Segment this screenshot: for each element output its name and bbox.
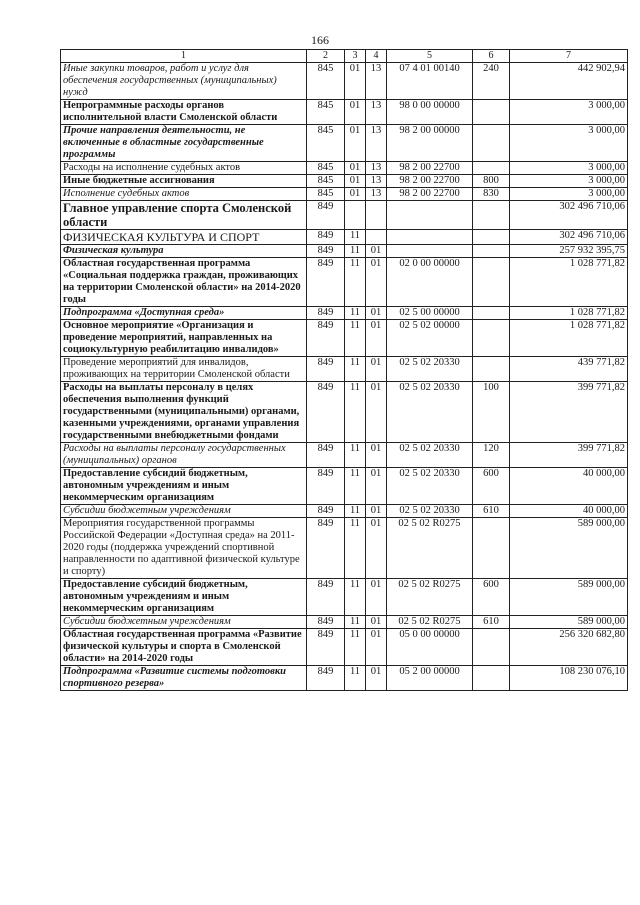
row-ved-cell: 845 <box>307 175 345 188</box>
row-subsection-cell: 01 <box>366 382 387 443</box>
row-name-cell: Подпрограмма «Доступная среда» <box>61 307 307 320</box>
row-expense-type-cell <box>473 518 510 579</box>
row-ved-cell: 849 <box>307 505 345 518</box>
row-target-article-cell: 98 0 00 00000 <box>387 100 473 125</box>
table-row <box>61 307 628 320</box>
row-amount-cell: 399 771,82 <box>510 382 628 443</box>
row-section-cell <box>345 201 366 230</box>
row-amount-cell: 3 000,00 <box>510 188 628 201</box>
row-subsection-cell: 01 <box>366 357 387 382</box>
row-name-cell: Субсидии бюджетным учреждениям <box>61 616 307 629</box>
row-target-article-cell: 07 4 01 00140 <box>387 63 473 100</box>
row-section-cell: 01 <box>345 188 366 201</box>
row-amount-cell: 3 000,00 <box>510 100 628 125</box>
table-row <box>61 505 628 518</box>
row-name-cell: Прочие направления деятельности, не включенные в областные государственные программы <box>61 125 307 162</box>
row-target-article-cell: 02 5 02 20330 <box>387 468 473 505</box>
table-row <box>61 63 628 100</box>
row-subsection-cell: 01 <box>366 666 387 691</box>
row-name-cell: Предоставление субсидий бюджетным, автономным учреждениям и иным некоммерческим организациям <box>61 468 307 505</box>
row-expense-type-cell <box>473 258 510 307</box>
table-row <box>61 357 628 382</box>
row-amount-cell: 1 028 771,82 <box>510 320 628 357</box>
row-target-article-cell <box>387 230 473 245</box>
row-ved-cell: 845 <box>307 63 345 100</box>
row-ved-cell: 845 <box>307 188 345 201</box>
row-amount-cell: 399 771,82 <box>510 443 628 468</box>
row-section-cell: 01 <box>345 125 366 162</box>
row-ved-cell: 849 <box>307 616 345 629</box>
row-expense-type-cell <box>473 320 510 357</box>
row-target-article-cell: 98 2 00 22700 <box>387 188 473 201</box>
row-subsection-cell: 13 <box>366 162 387 175</box>
row-ved-cell: 845 <box>307 100 345 125</box>
row-amount-cell: 442 902,94 <box>510 63 628 100</box>
row-subsection-cell <box>366 230 387 245</box>
row-expense-type-cell: 600 <box>473 468 510 505</box>
row-section-cell: 01 <box>345 63 366 100</box>
row-section-cell: 11 <box>345 579 366 616</box>
row-target-article-cell: 02 5 00 00000 <box>387 307 473 320</box>
row-amount-cell: 108 230 076,10 <box>510 666 628 691</box>
row-subsection-cell: 13 <box>366 125 387 162</box>
table-row <box>61 579 628 616</box>
row-name-cell: Областная государственная программа «Развитие физической культуры и спорта в Смоленской области» на 2014-2020 годы <box>61 629 307 666</box>
row-section-cell: 11 <box>345 518 366 579</box>
table-row <box>61 443 628 468</box>
row-name-cell: Главное управление спорта Смоленской области <box>61 201 307 230</box>
row-subsection-cell: 01 <box>366 468 387 505</box>
table-row <box>61 201 628 230</box>
row-subsection-cell: 01 <box>366 505 387 518</box>
row-expense-type-cell: 240 <box>473 63 510 100</box>
row-subsection-cell: 01 <box>366 245 387 258</box>
row-amount-cell: 302 496 710,06 <box>510 230 628 245</box>
row-expense-type-cell <box>473 125 510 162</box>
row-subsection-cell: 01 <box>366 307 387 320</box>
table-row <box>61 230 628 245</box>
row-expense-type-cell <box>473 100 510 125</box>
row-subsection-cell: 01 <box>366 629 387 666</box>
row-target-article-cell: 02 5 02 00000 <box>387 320 473 357</box>
row-expense-type-cell: 610 <box>473 505 510 518</box>
row-section-cell: 01 <box>345 100 366 125</box>
row-ved-cell: 845 <box>307 162 345 175</box>
row-amount-cell: 589 000,00 <box>510 518 628 579</box>
row-expense-type-cell <box>473 357 510 382</box>
row-ved-cell: 849 <box>307 443 345 468</box>
row-target-article-cell: 02 5 02 20330 <box>387 505 473 518</box>
row-section-cell: 11 <box>345 258 366 307</box>
row-amount-cell: 3 000,00 <box>510 162 628 175</box>
row-target-article-cell: 02 5 02 R0275 <box>387 616 473 629</box>
row-amount-cell: 589 000,00 <box>510 616 628 629</box>
column-header: 7 <box>510 50 628 63</box>
row-name-cell: Проведение мероприятий для инвалидов, проживающих на территории Смоленской области <box>61 357 307 382</box>
row-ved-cell: 849 <box>307 230 345 245</box>
row-ved-cell: 849 <box>307 518 345 579</box>
row-target-article-cell: 02 5 02 R0275 <box>387 579 473 616</box>
row-expense-type-cell: 600 <box>473 579 510 616</box>
column-header: 3 <box>345 50 366 63</box>
budget-table <box>60 49 628 691</box>
row-subsection-cell: 13 <box>366 100 387 125</box>
row-subsection-cell: 01 <box>366 443 387 468</box>
row-amount-cell: 1 028 771,82 <box>510 258 628 307</box>
row-amount-cell: 302 496 710,06 <box>510 201 628 230</box>
row-ved-cell: 845 <box>307 125 345 162</box>
table-row <box>61 518 628 579</box>
row-expense-type-cell <box>473 230 510 245</box>
row-ved-cell: 849 <box>307 320 345 357</box>
row-expense-type-cell: 610 <box>473 616 510 629</box>
row-amount-cell: 257 932 395,75 <box>510 245 628 258</box>
row-ved-cell: 849 <box>307 579 345 616</box>
row-expense-type-cell <box>473 162 510 175</box>
row-section-cell: 11 <box>345 468 366 505</box>
row-target-article-cell: 02 5 02 20330 <box>387 357 473 382</box>
table-row <box>61 188 628 201</box>
table-row <box>61 162 628 175</box>
row-target-article-cell: 02 5 02 20330 <box>387 443 473 468</box>
row-section-cell: 01 <box>345 175 366 188</box>
row-target-article-cell: 02 5 02 20330 <box>387 382 473 443</box>
table-row <box>61 382 628 443</box>
row-section-cell: 11 <box>345 320 366 357</box>
row-section-cell: 11 <box>345 382 366 443</box>
row-name-cell: Расходы на исполнение судебных актов <box>61 162 307 175</box>
table-row <box>61 320 628 357</box>
row-name-cell: Физическая культура <box>61 245 307 258</box>
row-subsection-cell: 01 <box>366 320 387 357</box>
row-name-cell: Расходы на выплаты персоналу государственных (муниципальных) органов <box>61 443 307 468</box>
table-row <box>61 125 628 162</box>
row-section-cell: 11 <box>345 307 366 320</box>
row-ved-cell: 849 <box>307 629 345 666</box>
row-target-article-cell <box>387 201 473 230</box>
row-amount-cell: 256 320 682,80 <box>510 629 628 666</box>
table-row <box>61 468 628 505</box>
row-target-article-cell <box>387 245 473 258</box>
column-header: 1 <box>61 50 307 63</box>
column-header: 5 <box>387 50 473 63</box>
table-row <box>61 100 628 125</box>
row-target-article-cell: 98 2 00 00000 <box>387 125 473 162</box>
row-section-cell: 11 <box>345 629 366 666</box>
row-target-article-cell: 98 2 00 22700 <box>387 162 473 175</box>
row-expense-type-cell: 800 <box>473 175 510 188</box>
row-expense-type-cell <box>473 666 510 691</box>
row-section-cell: 11 <box>345 230 366 245</box>
row-ved-cell: 849 <box>307 357 345 382</box>
row-name-cell: Основное мероприятие «Организация и проведение мероприятий, направленных на социокультурную реабилитацию инвалидов» <box>61 320 307 357</box>
row-amount-cell: 589 000,00 <box>510 579 628 616</box>
row-expense-type-cell: 100 <box>473 382 510 443</box>
table-row <box>61 245 628 258</box>
row-amount-cell: 3 000,00 <box>510 175 628 188</box>
row-ved-cell: 849 <box>307 666 345 691</box>
row-section-cell: 11 <box>345 505 366 518</box>
row-amount-cell: 3 000,00 <box>510 125 628 162</box>
row-amount-cell: 40 000,00 <box>510 468 628 505</box>
table-row <box>61 616 628 629</box>
row-expense-type-cell: 120 <box>473 443 510 468</box>
row-ved-cell: 849 <box>307 468 345 505</box>
row-name-cell: Иные закупки товаров, работ и услуг для обеспечения государственных (муниципальных) нужд <box>61 63 307 100</box>
row-subsection-cell: 13 <box>366 188 387 201</box>
row-expense-type-cell <box>473 201 510 230</box>
row-subsection-cell: 01 <box>366 518 387 579</box>
row-name-cell: Мероприятия государственной программы Российской Федерации «Доступная среда» на 2011-2020 годы (поддержка учреждений спортивной направленности по адаптивной физической культуре и спорту) <box>61 518 307 579</box>
row-ved-cell: 849 <box>307 382 345 443</box>
row-subsection-cell: 01 <box>366 258 387 307</box>
row-ved-cell: 849 <box>307 201 345 230</box>
row-amount-cell: 1 028 771,82 <box>510 307 628 320</box>
table-row <box>61 175 628 188</box>
row-subsection-cell: 01 <box>366 616 387 629</box>
row-subsection-cell: 01 <box>366 579 387 616</box>
row-name-cell: ФИЗИЧЕСКАЯ КУЛЬТУРА И СПОРТ <box>61 230 307 245</box>
row-target-article-cell: 02 0 00 00000 <box>387 258 473 307</box>
row-name-cell: Подпрограмма «Развитие системы подготовки спортивного резерва» <box>61 666 307 691</box>
row-ved-cell: 849 <box>307 307 345 320</box>
row-section-cell: 11 <box>345 357 366 382</box>
row-target-article-cell: 98 2 00 22700 <box>387 175 473 188</box>
column-header: 6 <box>473 50 510 63</box>
row-section-cell: 11 <box>345 443 366 468</box>
row-expense-type-cell <box>473 629 510 666</box>
row-section-cell: 11 <box>345 245 366 258</box>
page-number: 166 <box>311 33 329 47</box>
row-subsection-cell <box>366 201 387 230</box>
row-name-cell: Непрограммные расходы органов исполнительной власти Смоленской области <box>61 100 307 125</box>
row-target-article-cell: 02 5 02 R0275 <box>387 518 473 579</box>
row-amount-cell: 40 000,00 <box>510 505 628 518</box>
row-name-cell: Субсидии бюджетным учреждениям <box>61 505 307 518</box>
row-name-cell: Расходы на выплаты персоналу в целях обеспечения выполнения функций государственными (муниципальными) органами, казенными учреждениями, органами управления государственными внебюджетными фондами <box>61 382 307 443</box>
row-section-cell: 11 <box>345 666 366 691</box>
row-name-cell: Областная государственная программа «Социальная поддержка граждан, проживающих на территории Смоленской области» на 2014-2020 годы <box>61 258 307 307</box>
table-row <box>61 629 628 666</box>
row-name-cell: Предоставление субсидий бюджетным, автономным учреждениям и иным некоммерческим организациям <box>61 579 307 616</box>
row-expense-type-cell <box>473 307 510 320</box>
row-section-cell: 01 <box>345 162 366 175</box>
row-ved-cell: 849 <box>307 245 345 258</box>
row-expense-type-cell <box>473 245 510 258</box>
row-section-cell: 11 <box>345 616 366 629</box>
column-header: 2 <box>307 50 345 63</box>
table-header-row <box>61 50 628 63</box>
row-subsection-cell: 13 <box>366 175 387 188</box>
row-target-article-cell: 05 0 00 00000 <box>387 629 473 666</box>
row-name-cell: Иные бюджетные ассигнования <box>61 175 307 188</box>
row-expense-type-cell: 830 <box>473 188 510 201</box>
column-header: 4 <box>366 50 387 63</box>
row-target-article-cell: 05 2 00 00000 <box>387 666 473 691</box>
table-row <box>61 258 628 307</box>
row-subsection-cell: 13 <box>366 63 387 100</box>
row-amount-cell: 439 771,82 <box>510 357 628 382</box>
row-name-cell: Исполнение судебных актов <box>61 188 307 201</box>
table-row <box>61 666 628 691</box>
row-ved-cell: 849 <box>307 258 345 307</box>
